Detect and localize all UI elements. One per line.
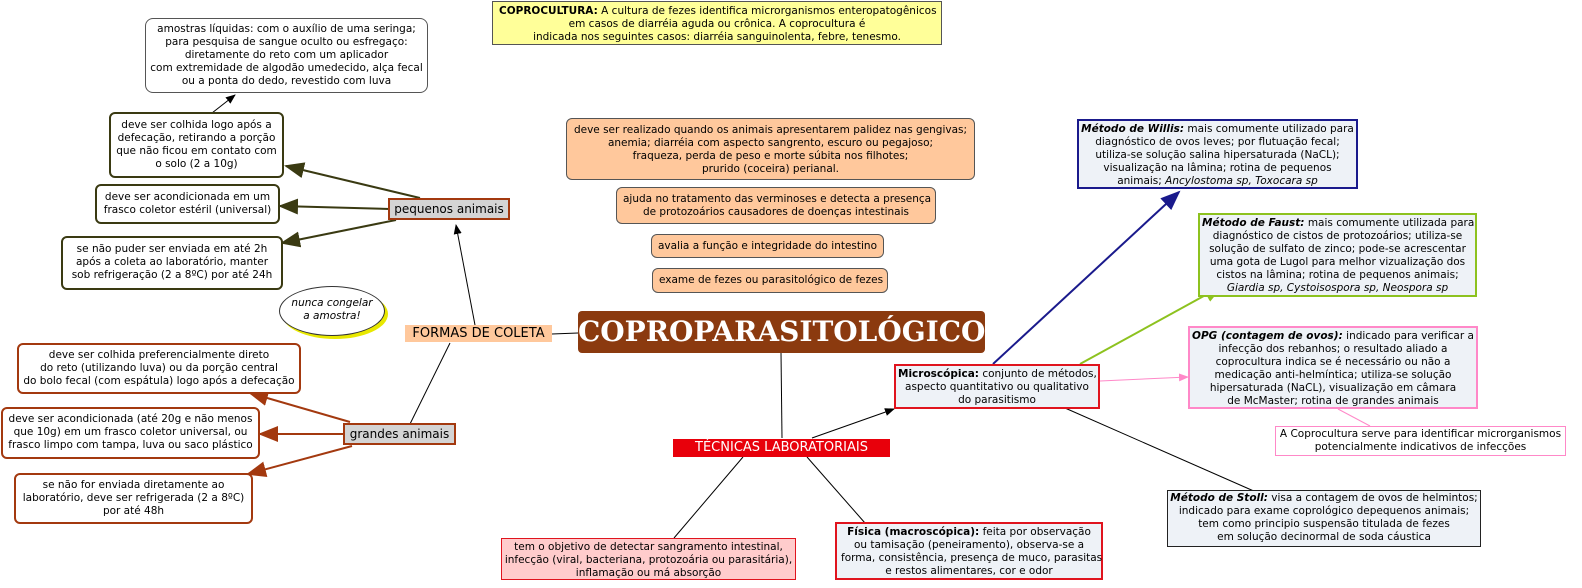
faust-line-3: uma gota de Lugol para melhor vizualização dos [1209,256,1466,268]
text-line: deve ser realizado quando os animais apresentarem palidez nas gengivas; [573,124,968,136]
coprocultura-note-node [1275,426,1566,456]
metodo-stoll-node [1167,490,1481,547]
text-line: forma, consistência, presença de muco, parasitas [841,552,1103,564]
text-line: nunca congelar [291,297,373,309]
opg-line-4: hipersaturada (NaCL), visualização em câmara [1209,382,1457,394]
opg-line-0: indicado para verificar a [1342,330,1474,342]
text-line: para pesquisa de sangue oculto ou esfregaço: [165,36,408,48]
pequenos-animais-label: pequenos animais [394,202,504,216]
coprocultura-line-3: indicada nos seguintes casos: diarréia sanguinolenta, febre, tenesmo. [533,31,901,43]
text-line: do reto (utilizando luva) ou da porção central [40,362,278,374]
text-line: fraqueza, perda de peso e morte súbita nos filhotes; [632,150,909,162]
text-line: aspecto quantitativo ou qualitativo [905,381,1089,393]
text-line: diagnóstico de ovos leves; por flutuação fecal; [1095,136,1340,148]
text-line: ou a ponta do dedo, revestido com luva [181,75,392,87]
text-line: deve ser acondicionada em um [104,191,271,203]
text-line: do parasitismo [958,394,1036,406]
text-line: frasco coletor estéril (universal) [103,204,272,216]
grandes-animais-label: grandes animais [349,427,450,441]
text-line: ou tamisação (peneiramento), observa-se a [853,539,1085,551]
opg-line-1: infecção dos rebanhos; o resultado aliado a [1218,343,1448,355]
tecnicas-laboratoriais-node [673,439,890,457]
text-line: sob refrigeração (2 a 8ºC) por até 24h [71,269,273,281]
text-line: mais comumente utilizado para [1184,123,1354,135]
grandes-colhida-node [17,343,301,394]
opg-title: OPG (contagem de ovos): [1192,330,1343,342]
grandes-acondicionada-node [1,407,260,459]
metodo-faust-node [1198,213,1477,297]
text-line: com extremidade de algodão umedecido, alça fecal [150,62,423,74]
text-line: se não for enviada diretamente ao [42,479,225,491]
grandes-animais-node [343,423,456,445]
text-line: anemia; diarréia com aspecto sangrento, escuro ou pegajoso; [607,137,934,149]
opg-line-2: coprocultura indica se é necessário ou não a [1215,356,1451,368]
text-line: o solo (2 a 10g) [155,158,238,170]
fisica-node [835,522,1103,580]
text-line: feita por observação [979,526,1091,538]
faust-line-0: mais comumente utilizada para [1304,217,1475,229]
text-line: deve ser acondicionada (até 20g e não menos [8,413,253,425]
amostras-liquidas-node [145,18,428,93]
realizado-quando-node [566,118,975,180]
text-line: de protozoários causadores de doenças intestinais [642,206,910,218]
text-line: conjunto de métodos, [978,368,1097,380]
text-line: visualização na lâmina; rotina de pequenos [1103,162,1332,174]
tratamento-verminoses-node [616,187,936,224]
text-line: que 10g) em um frasco coletor universal, ou [13,426,248,438]
coprocultura-info-box [492,1,942,45]
text-line: diretamente do reto com um aplicador [184,49,389,61]
faust-species: Giardia sp, Cystoisospora sp, Neospora sp [1226,282,1449,294]
text-line: prurido (coceira) perianal. [701,163,840,175]
text-line: a amostra! [303,310,361,322]
text-line: potencialmente indicativos de infecções [1314,441,1527,453]
formas-de-coleta-label: FORMAS DE COLETA [412,326,545,341]
text-line: deve ser colhida preferencialmente direto [48,349,270,361]
sangramento-node [501,538,796,580]
text-line: por até 48h [102,505,165,517]
text-line: defecação, retirando a porção [117,132,276,144]
metodo-willis-node [1077,119,1358,189]
central-title: COPROPARASITOLÓGICO [578,315,986,348]
text-line: A Coprocultura serve para identificar microrganismos [1279,428,1562,440]
stoll-line-0: visa a contagem de ovos de helmintos; [1267,492,1478,504]
text-line: frasco limpo com tampa, luva ou saco plástico [8,439,253,451]
willis-species: Ancylostoma sp, Toxocara sp [1165,175,1318,187]
text-line: após a coleta ao laboratório, manter [75,256,269,268]
text-line: amostras líquidas: com o auxílio de uma seringa; [157,23,416,35]
faust-line-2: solução de sulfato de zinco; pode-se acrescentar [1209,243,1466,255]
text-line: ajuda no tratamento das verminoses e detecta a presença [623,193,932,205]
coprocultura-line-1: A cultura de fezes identifica microrganismos enteropatogênicos [597,5,937,17]
fisica-title: Física (macroscópica): [847,526,980,538]
text-line: tem o objetivo de detectar sangramento intestinal, [514,541,783,553]
text-line: se não puder ser enviada em até 2h [76,243,268,255]
text-line: infecção (viral, bacteriana, protozoária ou parasitária), [504,554,793,566]
text-line: animais; [1117,175,1166,187]
stoll-line-2: tem como principio suspensão titulada de fezes [1198,518,1450,530]
pequenos-acondicionada-node [95,184,280,224]
faust-title: Método de Faust: [1202,217,1305,229]
text-line: e restos alimentares, cor e odor [885,565,1053,577]
opg-line-3: medicação anti-helmíntica; utiliza-se solução [1214,369,1452,381]
text-line: inflamação ou má absorção [575,567,722,579]
central-title-node [578,311,985,353]
nunca-congelar-node [279,286,385,336]
pequenos-refrigeracao-node [61,236,283,290]
text-line: do bolo fecal (com espátula) logo após a defecação [23,375,295,387]
stoll-line-1: indicado para exame coprológico depequenos animais; [1178,505,1470,517]
faust-line-1: diagnóstico de cistos de protozoários; utiliza-se [1212,230,1463,242]
coprocultura-title: COPROCULTURA: [499,5,598,17]
text-line: deve ser colhida logo após a [121,119,272,131]
text-line: exame de fezes ou parasitológico de fezes [659,274,884,286]
exame-fezes-node [652,268,888,293]
stoll-title: Método de Stoll: [1170,492,1268,504]
grandes-refrigeracao-node [14,473,253,524]
text-line: laboratório, deve ser refrigerada (2 a 8ºC) [22,492,245,504]
pequenos-colhida-node [109,112,284,178]
opg-line-5: de McMaster; rotina de grandes animais [1227,395,1439,407]
stoll-line-3: em solução decinormal de soda cáustica [1217,531,1431,543]
microscopica-title: Microscópica: [898,368,979,380]
text-line: que não ficou em contato com [116,145,277,157]
text-line: avalia a função e integridade do intestino [658,240,878,252]
microscopica-node [894,364,1100,409]
formas-de-coleta-node [405,325,552,342]
pequenos-animais-node [388,198,510,220]
opg-node [1188,326,1478,409]
tecnicas-laboratoriais-label: TÉCNICAS LABORATORIAIS [695,440,868,455]
willis-title: Método de Willis: [1081,123,1185,135]
text-line: utiliza-se solução salina hipersaturada (NaCL); [1095,149,1340,161]
avalia-funcao-node [651,234,884,258]
faust-line-4: cistos na lâmina; rotina de pequenos animais; [1216,269,1459,281]
coprocultura-line-2: em casos de diarréia aguda ou crônica. A coprocultura é [568,18,866,30]
